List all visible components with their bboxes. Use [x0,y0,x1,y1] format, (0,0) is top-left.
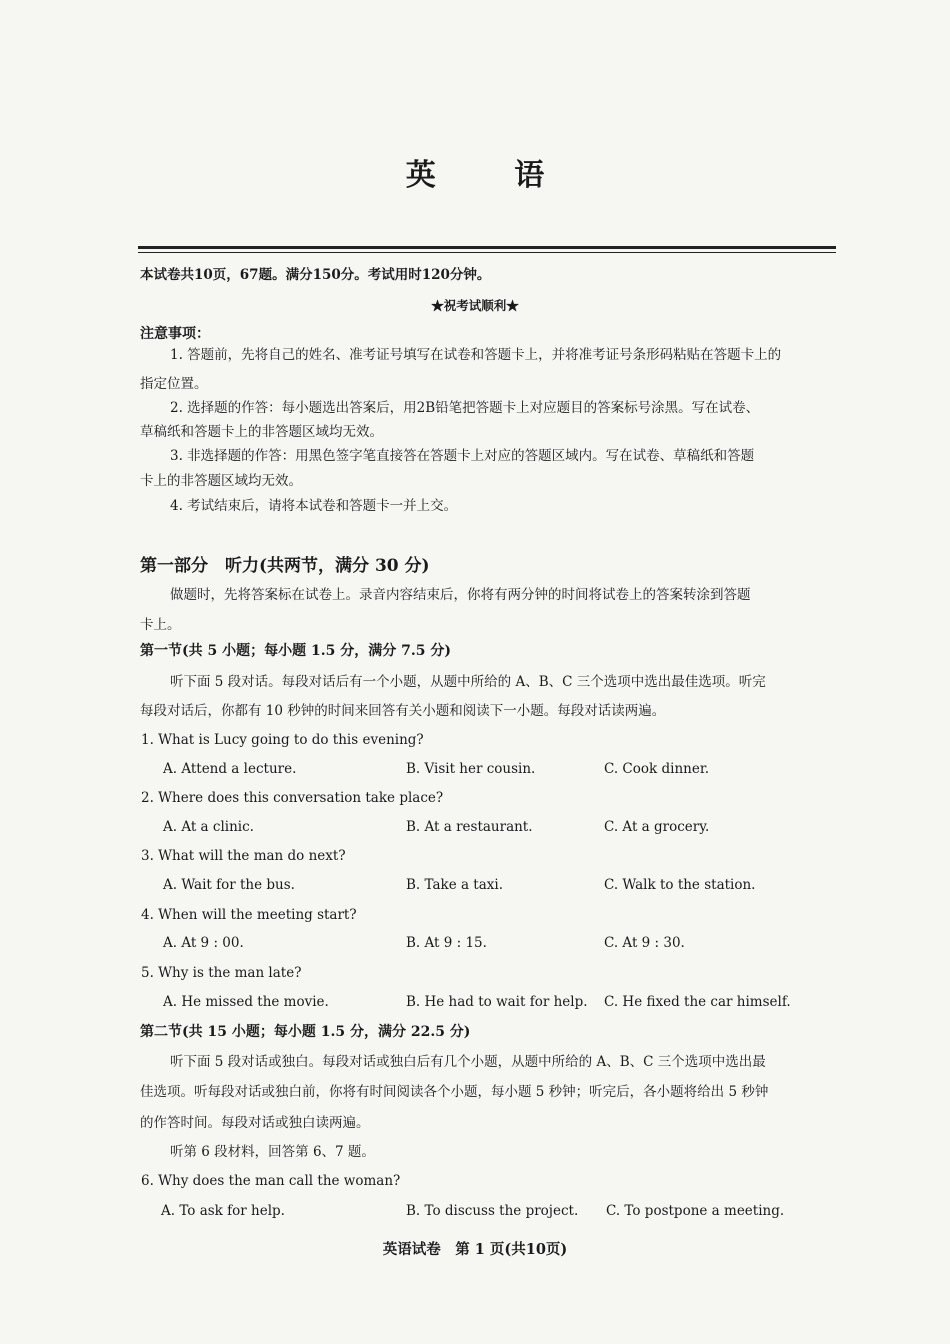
question-4: 4. When will the meeting start? [141,907,357,923]
notice-item-4: 4. 考试结束后，请将本试卷和答题卡一并上交。 [170,498,458,514]
header-rule-thick [138,246,836,249]
q4-option-a: A. At 9 : 00. [163,935,244,951]
q6-option-c: C. To postpone a meeting. [606,1203,785,1219]
good-luck-line: ★祝考试顺利★ [431,298,519,313]
page-footer: 英语试卷 第 1 页(共10页) [382,1241,568,1258]
question-5: 5. Why is the man late? [141,965,302,981]
q4-option-c: C. At 9 : 30. [604,935,685,951]
question-3: 3. What will the man do next? [141,848,346,864]
page-title: 英 语 [405,158,579,193]
header-rule-thin [138,252,836,253]
q2-option-c: C. At a grocery. [604,819,710,835]
part1-heading: 第一部分 听力(共两节，满分 30 分) [140,556,430,576]
question-6: 6. Why does the man call the woman? [141,1173,401,1189]
q3-option-a: A. Wait for the bus. [163,877,295,893]
section1-heading: 第一节(共 5 小题；每小题 1.5 分，满分 7.5 分) [140,643,451,659]
q1-option-a: A. Attend a lecture. [163,761,297,777]
question-2: 2. Where does this conversation take place? [141,790,444,806]
material-6-instruction: 听第 6 段材料，回答第 6、7 题。 [170,1144,375,1160]
section2-heading: 第二节(共 15 小题；每小题 1.5 分，满分 22.5 分) [140,1024,471,1040]
q5-option-c: C. He fixed the car himself. [604,994,791,1010]
q2-option-b: B. At a restaurant. [406,819,533,835]
section2-intro: 听下面 5 段对话或独白。每段对话或独白后有几个小题，从题中所给的 A、B、C 三个选项中选出最 [170,1054,766,1070]
part1-intro: 做题时，先将答案标在试卷上。录音内容结束后，你将有两分钟的时间将试卷上的答案转涂到答题 [170,587,751,603]
q6-option-a: A. To ask for help. [161,1203,285,1219]
notice-item-1-cont: 指定位置。 [140,376,208,392]
section1-intro: 听下面 5 段对话。每段对话后有一个小题，从题中所给的 A、B、C 三个选项中选出最佳选项。听完 [170,674,766,690]
q3-option-c: C. Walk to the station. [604,877,756,893]
section2-intro-cont-1: 佳选项。听每段对话或独白前，你将有时间阅读各个小题，每小题 5 秒钟；听完后，各小题将给出 5 秒钟 [140,1084,769,1100]
notice-item-3-cont: 卡上的非答题区域均无效。 [140,473,302,489]
notice-heading: 注意事项： [140,326,210,342]
q5-option-b: B. He had to wait for help. [406,994,588,1010]
q3-option-b: B. Take a taxi. [406,877,504,893]
exam-info: 本试卷共10页，67题。满分150分。考试用时120分钟。 [140,267,491,283]
q1-option-c: C. Cook dinner. [604,761,710,777]
question-1: 1. What is Lucy going to do this evening? [141,732,424,748]
q1-option-b: B. Visit her cousin. [406,761,536,777]
q5-option-a: A. He missed the movie. [163,994,329,1010]
q6-option-b: B. To discuss the project. [406,1203,579,1219]
notice-item-2: 2. 选择题的作答：每小题选出答案后，用2B铅笔把答题卡上对应题目的答案标号涂黑。写在试卷、 [170,400,760,416]
part1-intro-cont: 卡上。 [140,617,181,633]
notice-item-1: 1. 答题前，先将自己的姓名、准考证号填写在试卷和答题卡上，并将准考证号条形码粘贴在答题卡上的 [170,347,782,363]
section2-intro-cont-2: 的作答时间。每段对话或独白读两遍。 [140,1115,370,1131]
notice-item-3: 3. 非选择题的作答：用黑色签字笔直接答在答题卡上对应的答题区域内。写在试卷、草稿纸和答题 [170,448,755,464]
notice-item-2-cont: 草稿纸和答题卡上的非答题区域均无效。 [140,424,383,440]
q2-option-a: A. At a clinic. [163,819,254,835]
section1-intro-cont: 每段对话后，你都有 10 秒钟的时间来回答有关小题和阅读下一小题。每段对话读两遍。 [140,703,666,719]
q4-option-b: B. At 9 : 15. [406,935,487,951]
